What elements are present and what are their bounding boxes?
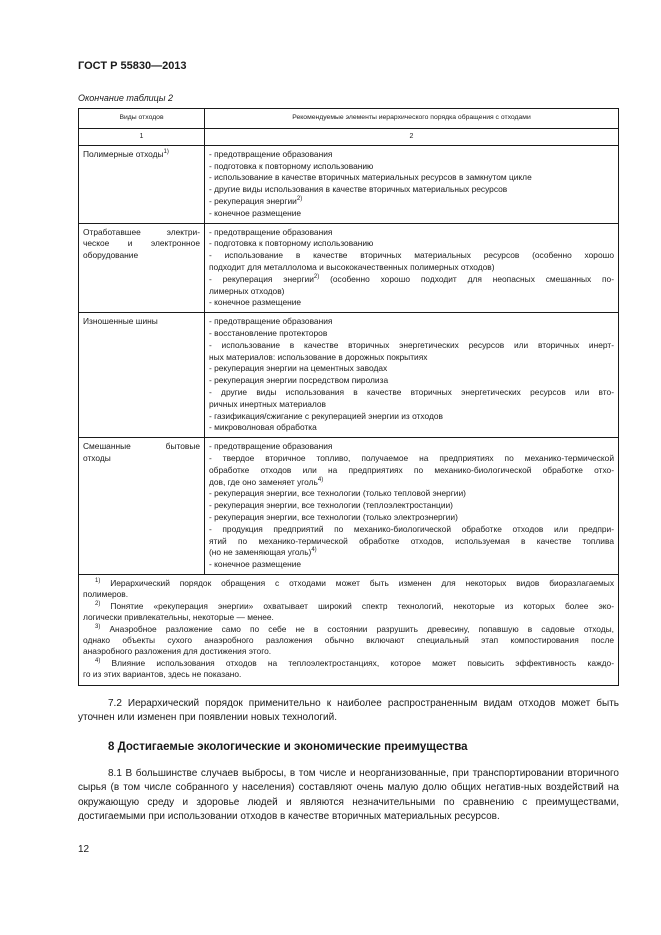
list-item: - другие виды использования в качестве вторичных материальных ресурсов — [209, 184, 508, 195]
list-item: - твердое вторичное топливо, получаемое на предприятиях по механико-термической — [209, 452, 614, 463]
table-row — [79, 313, 619, 438]
list-item: лимерных отходов) — [209, 285, 285, 296]
col-number-1: 1 — [79, 129, 205, 146]
table-footnotes-row — [79, 574, 619, 685]
list-item: - рекуперация энергии$^{2)}$ (особенно хорошо подходит для неопасных смешанных по- — [209, 273, 614, 284]
list-item: подходит для металлолома и высококачественных полимерных отходов) — [209, 261, 495, 272]
table-row — [79, 145, 619, 223]
elements-cell — [205, 313, 619, 438]
list-item: - предотвращение образования — [209, 148, 333, 159]
list-item: - продукция предприятий по механико-биологической обработке отходов или предпри- — [209, 523, 614, 534]
list-item: - использование в качестве вторичных энергетических ресурсов или вторичных инерт- — [209, 339, 614, 350]
list-item: - конечное размещение — [209, 559, 302, 570]
list-item: - рекуперация энергии на цементных заводах — [209, 363, 388, 374]
table-row — [79, 223, 619, 313]
table-caption: Окончание таблицы 2 — [78, 93, 173, 103]
list-item: - рекуперация энергии посредством пиролиза — [209, 375, 389, 386]
list-item: ятий по механико-термической обработке отходов, используемая в качестве топлива — [209, 535, 614, 546]
waste-type-line: Смешанные бытовые — [83, 441, 200, 452]
col-number-2: 2 — [205, 129, 619, 146]
footnotes-cell — [79, 574, 619, 685]
waste-type: Изношенные шины — [83, 316, 158, 327]
waste-type-cell — [79, 313, 205, 438]
footnote-ref: 2) — [296, 195, 303, 202]
standard-code: ГОСТ Р 55830—2013 — [78, 60, 187, 72]
list-item: ричных инертных материалов — [209, 398, 326, 409]
footnote: $^{3)}$ Анаэробное разложение само по себе не в состоянии разрушить древесину, попавшую в садовые отходы, однако объекты сухого анаэробного разложения обычно включают специальный этап компостирования после анаэробного разложения для достижения этого. — [83, 623, 614, 657]
list-item: (но не заменяющая уголь)$^{4)}$ — [209, 547, 317, 558]
list-item: - рекуперация энергии$^{2)}$ — [209, 195, 303, 206]
list-item: - предотвращение образования — [209, 441, 333, 452]
list-item: - рекуперация энергии, все технологии (только электроэнергии) — [209, 511, 458, 522]
waste-type-line: оборудование — [83, 250, 139, 261]
paragraph-8-1: 8.1 В большинстве случаев выбросы, в том числе и неорганизованные, при транспортировании вторичного сырья (в том числе собранного у населения) составляют очень малую долю общих негатив-ных воздействий на окружающую среду и здоровье людей и являются незначительными по сравнению с преимуществами, достигаемыми при использовании отходов в качестве вторичных материальных ресурсов. — [78, 768, 619, 823]
list-item: - рекуперация энергии, все технологии (только тепловой энергии) — [209, 488, 466, 499]
list-item: - предотвращение образования — [209, 226, 333, 237]
waste-type-cell — [79, 438, 205, 575]
waste-type-line: ческое и электронное — [83, 238, 200, 249]
paragraph-7-2: 7.2 Иерархический порядок применительно к наиболее распространенным видам отходов может быть уточнен или изменен при появлении новых технологий. — [78, 698, 619, 724]
list-item: - восстановление протекторов — [209, 327, 328, 338]
list-item: - микроволновая обработка — [209, 422, 317, 433]
waste-type-line: отходы — [83, 452, 111, 463]
table-column-numbers-row — [79, 129, 619, 146]
list-item: - подготовка к повторному использованию — [209, 160, 374, 171]
list-item: - использование в качестве вторичных материальных ресурсов (особенно хорошо — [209, 250, 614, 261]
elements-cell — [205, 438, 619, 575]
list-item: - другие виды использования в качестве вторичных энергетических ресурсов или вто- — [209, 386, 614, 397]
list-item: - подготовка к повторному использованию — [209, 238, 374, 249]
footnote: $^{1)}$ Иерархический порядок обращения с отходами может быть изменен для некоторых видов биоразлагаемых полимеров. — [83, 577, 615, 600]
list-item: - конечное размещение — [209, 297, 302, 308]
elements-cell — [205, 145, 619, 223]
page-number: 12 — [78, 844, 90, 855]
waste-type: Полимерные отходы — [83, 148, 164, 159]
list-item: - конечное размещение — [209, 207, 302, 218]
list-item: дов, где оно заменяет уголь$^{4)}$ — [209, 476, 324, 487]
table-header-row — [79, 109, 619, 129]
waste-type-line: Отработавшее электри- — [83, 226, 200, 237]
footnote-ref: 2) — [313, 273, 320, 280]
section-8-title: 8 Достигаемые экологические и экономические преимущества — [108, 741, 468, 753]
list-item: обработке отходов или на предприятиях по механико-биологической обработке отхо- — [209, 464, 614, 475]
list-item: - рекуперация энергии, все технологии (теплоэлектростанции) — [209, 500, 453, 511]
footnote: $^{4)}$ Влияние использования отходов на теплоэлектростанциях, которое может повысить эффективность каждо- го из этих вариантов, здесь не показано. — [83, 657, 614, 680]
col-header-waste-types: Виды отходов — [79, 109, 205, 129]
list-item: - использование в качестве вторичных материальных ресурсов в замкнутом цикле — [209, 172, 532, 183]
waste-hierarchy-table — [78, 108, 619, 686]
col-header-elements: Рекомендуемые элементы иерархического порядка обращения с отходами — [205, 109, 619, 129]
footnote-ref: 1) — [163, 148, 169, 155]
waste-type-cell — [79, 223, 205, 313]
list-item: - газификация/сжигание с рекуперацией энергии из отходов — [209, 410, 443, 421]
list-item: - предотвращение образования — [209, 316, 333, 327]
list-item: ных материалов: использование в дорожных покрытиях — [209, 351, 428, 362]
elements-cell — [205, 223, 619, 313]
table-row — [79, 438, 619, 575]
footnote-ref: 4) — [311, 547, 317, 554]
waste-type-cell — [79, 145, 205, 223]
footnote: $^{2)}$ Понятие «рекуперация энергии» охватывает широкий спектр технологий, некоторые из которых более эко- логически привлекательны, некоторые — менее. — [83, 600, 615, 623]
footnote-ref: 4) — [317, 476, 324, 483]
